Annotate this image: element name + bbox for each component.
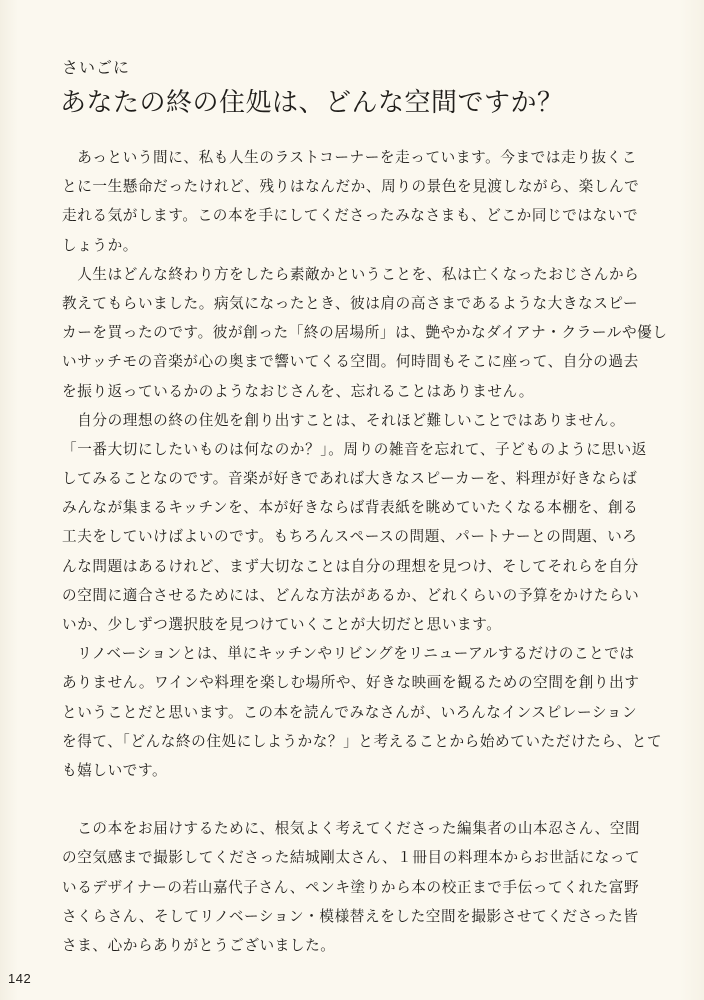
text-line: いか、少しずつ選択肢を見つけていくことが大切だと思います。	[62, 616, 502, 633]
paragraph-spacer	[62, 785, 642, 814]
paragraph-2	[62, 260, 668, 406]
page-title: あなたの終の住処は、どんな空間ですか？	[60, 88, 564, 118]
text-line: とに一生懸命だったけれど、残りはなんだか、周りの景色を見渡しながら、楽しんで	[62, 178, 640, 196]
text-line: 走れる気がします。この本を手にしてくださったみなさまも、どこか同じではないで	[62, 207, 639, 225]
paragraph-3	[62, 406, 647, 640]
text-line: を振り返っているかのようなおじさんを、忘れることはありません。	[62, 382, 534, 400]
text-line: いサッチモの音楽が心の奥まで響いてくる空間。何時間もそこに座って、自分の過去	[62, 353, 639, 371]
text-line: リノベーションとは、単にキッチンやリビングをリニューアルするだけのことでは	[62, 645, 635, 663]
text-line: 工夫をしていけばよいのです。もちろんスペースの問題、パートナーとの問題、いろ	[62, 528, 638, 546]
text-line: さくらさん、そしてリノベーション・模様替えをした空間を撮影させてくださった皆	[62, 907, 639, 925]
text-line: いるデザイナーの若山嘉代子さん、ペンキ塗りから本の校正まで手伝ってくれた富野	[62, 878, 640, 896]
text-line: さま、心からありがとうございました。	[62, 936, 336, 954]
paragraph-5	[62, 814, 642, 960]
text-line: 人生はどんな終わり方をしたら素敵かということを、私は亡くなったおじさんから	[62, 265, 640, 283]
text-line: みんなが集まるキッチンを、本が好きならば背表紙を眺めていたくなる本棚を、創る	[62, 499, 639, 517]
text-line: ということだと思います。この本を読んでみなさんが、いろんなインスピレーション	[62, 703, 638, 721]
page-number: 142	[8, 971, 32, 986]
text-line: の空気感まで撮影してくださった結城剛太さん、１冊目の料理本からお世話になって	[62, 849, 641, 867]
text-line: んな問題はあるけれど、まず大切なことは自分の理想を見つけ、そしてそれらを自分	[62, 557, 639, 575]
paragraph-1	[62, 143, 642, 260]
text-line: しょうか。	[62, 236, 138, 254]
text-line: 教えてもらいました。病気になったとき、彼は肩の高さまであるような大きなスピー	[62, 294, 639, 312]
text-line: を得て、「どんな終の住処にしようかな？」と考えることから始めていただけたら、とて	[62, 732, 663, 750]
paragraph-4	[62, 639, 663, 785]
body-text	[62, 143, 668, 960]
text-line: の空間に適合させるためには、どんな方法があるか、どれくらいの予算をかけたらい	[62, 586, 640, 604]
text-line: してみることなのです。音楽が好きであれば大きなスピーカーを、料理が好きならば	[62, 470, 638, 488]
text-line: この本をお届けするために、根気よく考えてくださった編集者の山本忍さん、空間	[62, 820, 641, 838]
text-line: も嬉しいです。	[62, 761, 168, 779]
section-label: さいごに	[62, 58, 131, 77]
text-line: 「一番大切にしたいものは何なのか？」。周りの雑音を忘れて、子どものように思い返	[62, 440, 647, 458]
text-line: ありません。ワインや料理を楽しむ場所や、好きな映画を観るための空間を創り出す	[62, 674, 640, 692]
text-line: 自分の理想の終の住処を創り出すことは、それほど難しいことではありません。	[62, 411, 626, 429]
text-line: あっという間に、私も人生のラストコーナーを走っています。今までは走り抜くこ	[62, 149, 638, 166]
text-line: カーを買ったのです。彼が創った「終の居場所」は、艶やかなダイアナ・クラールや優し	[62, 324, 668, 342]
